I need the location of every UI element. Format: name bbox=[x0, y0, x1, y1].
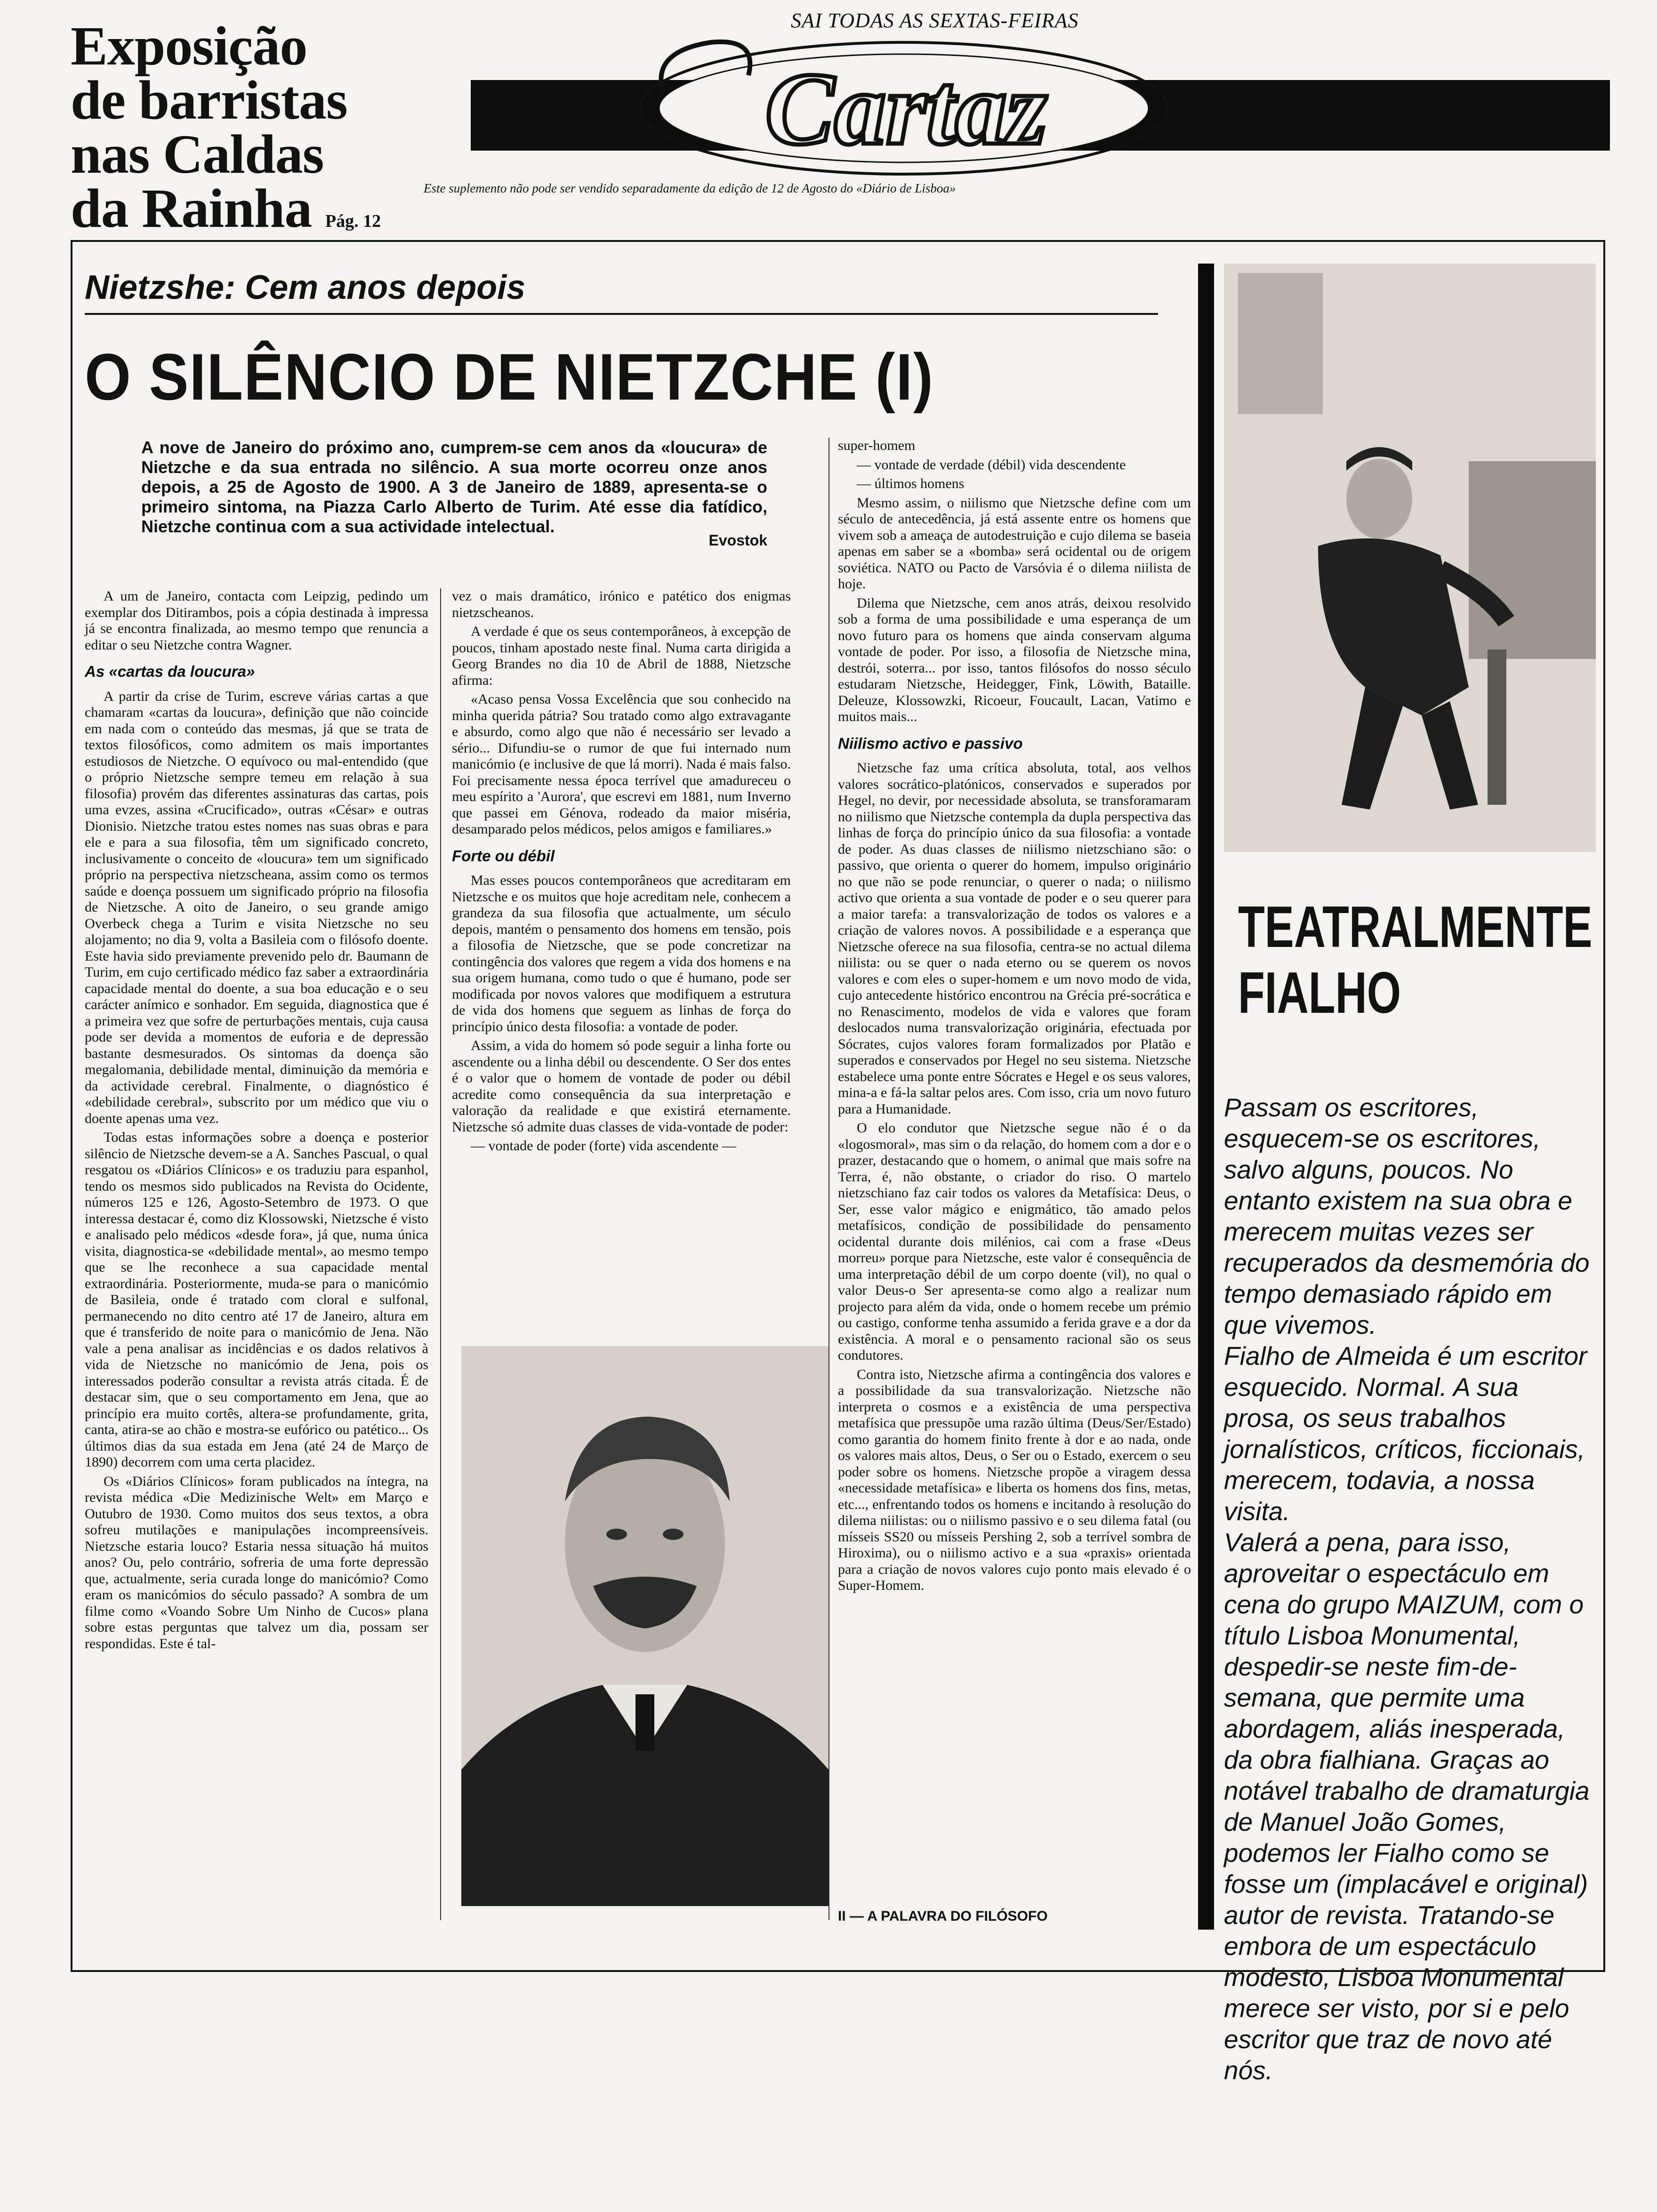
frame-top-rule bbox=[71, 240, 1605, 242]
paragraph: «Acaso pensa Vossa Excelência que sou conhecido na minha querida pátria? Sou tratado como algo extravagante e absurdo, como algo que não é necessário ser levado a sério... Difundiu-se o rumor de que fui internado num manicómio (e inclusive de que lá morri). Nada é mais falso. Foi precisamente nessa época terrível que amadureceu o meu espírito a 'Aurora', que escrevi em 1881, num Inverno que passei em Génova, rodeado da maior miséria, desamparado pelos médicos, pelos amigos e familiares.» bbox=[452, 691, 791, 837]
portrait-art bbox=[461, 1346, 828, 1906]
frame-right-rule bbox=[1603, 240, 1605, 1972]
sidebar-black-rule bbox=[1198, 264, 1214, 1930]
nietzsche-portrait bbox=[461, 1346, 828, 1906]
article-lead: A nove de Janeiro do próximo ano, cumprem-se cem anos da «loucura» de Nietzche e da sua entrada no silêncio. A sua morte ocorreu onze anos depois, a 25 de Agosto de 1900. A 3 de Janeiro de 1889, apresenta-se o primeiro sintoma, na Piazza Carlo Alberto de Turim. Até esse dia fatídico, Nietzche continua com a sua actividade intelectual. bbox=[141, 438, 767, 536]
paragraph: A partir da crise de Turim, escreve várias cartas a que chamaram «cartas da loucura», definição que não coincide em nada com o conteúdo das mesmas, já que se trata de textos filosóficos, como admitem os mais importantes estudiosos de Nietzche. O equívoco ou mal-entendido (que o próprio Nietzsche sempre temeu em relação à sua filosofia) provém das diferentes assinaturas das cartas, pois uma evzes, assina «Crucificado», outras «César» e outras Dionisio. Nietzche tratou estes nomes nas suas obras e para ele e para a sua filosofia, têm um significado concreto, inclusivamente o conceito de «loucura» tem um significado próprio na perspectiva nietzscheana, assim como os termos saúde e doença possuem um significado próprio na filosofia de Nietzsche. A oito de Janeiro, o seu grande amigo Overbeck chega a Turim e visita Nietzsche no seu alojamento; no dia 9, volta a Basileia com o filósofo doente. Este havia sido previamente prevenido pelo dr. Baumann de Turim, em cujo certificado médico faz saber a extraordinária capacidade mental do doente, a sua boa educação e o seu carácter anímico e sonhador. Em seguida, diagnostica que é a primeira vez que sofre de perturbações mentais, cuja causa pode ser devida a momentos de euforia e de depressão bastante desmesurados. Os sintomas da doença são megalomania, debilidade mental, diminuição da memória e da actividade cerebral. Finalmente, o diagnóstico é «debilidade cerebral», subscrito por um médico que viu o doente apenas uma vez. bbox=[85, 688, 428, 1126]
paragraph: — vontade de poder (forte) vida ascendente — bbox=[471, 1138, 736, 1154]
paragraph: A um de Janeiro, contacta com Leipzig, pedindo um exemplar dos Ditirambos, pois a cópia destinada à impressa já se encontra finalizada, ao mesmo tempo que renuncia a editar o seu Nietzche contra Wagner. bbox=[85, 588, 428, 653]
promo-box bbox=[71, 15, 381, 248]
promo-line: Exposição bbox=[71, 15, 307, 77]
paragraph: Nietzsche faz uma crítica absoluta, total, aos velhos valores socrático-platónicos, conservados e superados por Hegel, no devir, por necessidade absoluta, se transforamaram no niilismo que Nietzsche contempla da dupla perspectiva das linhas de força do princípio único da sua filosofia: a vontade de poder. As duas classes de niilismo nietzschiano são: o passivo, que orienta o querer do homem, impulso originário no que não se pode renunciar, o querer o nada; o niilismo activo que orienta a sua vontade de poder e o seu querer para a maior tarefa: a transvalorização de todos os valores e a criação de valores novos. A possibilidade e a esperança que Nietzsche oferece na sua filosofia, centra-se no actual dilema niilista: ou se quer o nada eterno ou se querem os novos valores e com eles o super-homem e um novo modo de vida, cujo antecedente histórico encontrou na Grécia pré-socrática e no Renascimento, modelos de vida e valores que foram deslocados numa transvalorização originária, efectuada por Sócrates, cujos valores foram formalizados por Platão e superados e conservados por Hegel no seu sistema. Nietzsche estabelece uma ponte entre Sócrates e Hegel e os seus valores, mina-a e fá-la saltar pelos ares. Com isso, cria um novo futuro para a Humanidade. bbox=[838, 760, 1191, 1117]
article-byline: Evostok bbox=[708, 532, 767, 549]
column-3 bbox=[838, 438, 1191, 1597]
column-1 bbox=[85, 588, 428, 1655]
cartaz-logo bbox=[635, 24, 1177, 179]
paragraph: Mesmo assim, o niilismo que Nietzsche define com um século de antecedência, já está assente entre os homens que vivem sob a ameaça de autodestruição e cujo dilema se baseia apenas em saber se a «bomba» será ocidental ou de origem soviética. NATO ou Pacto de Varsóvia é o dilema niilista de hoje. bbox=[838, 495, 1191, 592]
sidebar-title-line: FIALHO bbox=[1238, 961, 1401, 1026]
subhead: As «cartas da loucura» bbox=[85, 663, 255, 680]
paragraph: A verdade é que os seus contemporâneos, à excepção de poucos, tinham apostado neste final. Numa carta dirigida a Georg Brandes no dia 10 de Abril de 1888, Nietzsche afirma: bbox=[452, 624, 791, 688]
paragraph: Dilema que Nietzsche, cem anos atrás, deixou resolvido sob a forma de uma possibilidade e uma esperança de um novo futuro para os homens que ainda conservam alguma vontade de poder. Por isso, a filosofia de Nietzsche mina, destrói, soterra... por isso, tantos filósofos do nosso século estudaram Nietzsche, Heidegger, Fink, Löwith, Bataille. Deleuze, Klossowzki, Ricoeur, Foucault, Lacan, Vatimo e muitos mais... bbox=[838, 595, 1191, 724]
article-kicker: Nietzshe: Cem anos depois bbox=[85, 269, 526, 306]
line: — últimos homens bbox=[857, 476, 965, 491]
sidebar-title-line: TEATRALMENTE bbox=[1238, 895, 1593, 960]
line: — vontade de verdade (débil) vida descendente bbox=[857, 457, 1126, 473]
paragraph: Assim, a vida do homem só pode seguir a linha forte ou ascendente ou a linha débil ou descendente. O Ser dos entes é o valor que o homem de vontade de poder ou débil acredite como consequência da sua interpretação e valoração da realidade e que existirá eternamente. Nietzsche só admite duas classes de vida-vontade de poder: bbox=[452, 1038, 791, 1135]
column-2 bbox=[452, 588, 791, 1157]
subhead: Forte ou débil bbox=[452, 847, 555, 865]
sidebar-paragraph: Fialho de Almeida é um escritor esquecido. Normal. A sua prosa, os seus trabalhos jornalísticos, críticos, ficcionais, merecem, todavia, a nossa visita. bbox=[1224, 1341, 1587, 1526]
line: super-homem bbox=[838, 438, 916, 453]
promo-line: nas Caldas bbox=[71, 123, 324, 185]
tagline: SAI TODAS AS SEXTAS-FEIRAS bbox=[791, 9, 1079, 32]
fialho-photo-art bbox=[1224, 264, 1596, 852]
paragraph: O elo condutor que Nietzsche segue não é o da «logosmoral», mas sim o da relação, do homem com a dor e o prazer, destacando que o homem, o animal que mais sofre na Terra, é, não obstante, o criador do riso. O martelo nietzschiano faz cair todos os valores da Metafísica: Deus, o Ser, esse valor mágico e enigmático, tão amado pelos metafísicos, condição de possibilidade do pensamento ocidental durante dois milénios, cai com a frase «Deus morreu» porque para Nietzsche, este valor é consequência de uma interpretação débil de um corpo doente (vil), no qual o valor Deus-o Ser apresenta-se como algo a realizar num projecto para além da vida, onde o homem recebe um prémio ou castigo, conforme tenha assumido a ferida grave e a dor da existência. A moral e o pensamento racional são os seus condutores. bbox=[838, 1120, 1191, 1363]
sidebar-body bbox=[1224, 1092, 1591, 2086]
article-headline: O SILÊNCIO DE NIETZCHE (I) bbox=[85, 340, 934, 414]
cartaz-logo-art bbox=[635, 24, 1177, 179]
sidebar-paragraph: Valerá a pena, para isso, aproveitar o espectáculo em cena do grupo MAIZUM, com o título Lisboa Monumental, despedir-se neste fim-de-semana, que permite uma abordagem, aliás inesperada, da obra fialhiana. Graças ao notável trabalho de dramaturgia de Manuel João Gomes, podemos ler Fialho como se fosse um (implacável e original) autor de revista. Tratando-se embora de um espectáculo modesto, Lisboa Monumental merece ser visto, por si e pelo escritor que traz de novo até nós. bbox=[1224, 1528, 1590, 2085]
paragraph: Todas estas informações sobre a doença e posterior silêncio de Nietzsche devem-se a A. Sanches Pascual, o qual resgatou os «Diários Clínicos» e os traduziu para espanhol, tendo os mesmos sido publicados na Revista do Ocidente, números 125 e 126, Agosto-Setembro de 1973. O que interessa destacar é, como diz Klossowski, Nietzsche é visto e analisado pelo médicos «desde fora», já que, numa única visita, diagnostica-se «debilidade mental», ao mesmo tempo que se lhe reconhece a sua capacidade mental extraordinária. Posteriormente, muda-se para o manicómio de Basileia, onde é tratado com cloral e sulfonal, permanecendo no dito centro até 17 de Janeiro, altura em que é transferido de noite para o manicómio de Jena. Não vale a pena analisar as incidências e os dados relativos à vida de Nietzsche no manicómio de Jena, pois os interessados poderão consultar a revista atrás citada. É de destacar sim, que o seu comportamento em Jena, que ao princípio era muito cortês, altera-se profundamente, grita, canta, atira-se ao chão e mostra-se eufórico ou patético... Os últimos dias da sua estada em Jena (até 24 de Março de 1890) decorrem com uma certa placidez. bbox=[85, 1130, 428, 1470]
sidebar-title bbox=[1238, 894, 1593, 1026]
promo-line: de barristas bbox=[71, 69, 347, 131]
paragraph: Mas esses poucos contemporâneos que acreditaram em Nietzsche e os muitos que hoje acreditam nele, conhecem a grandeza da sua filosofia que actualmente, um século depois, mantém o pensamento dos homens em tensão, pois a filosofia de Nietzsche, que se pode concretizar na contingência dos valores que regem a vida dos homens e na sua origem humana, como tudo o que é humano, pode ser modificada por novos valores que modifiquem a estrutura de vida dos homens que seguem as linhas de força do princípio único desta filosofia: a vontade de poder. bbox=[452, 873, 791, 1034]
paragraph: vez o mais dramático, irónico e patético dos enigmas nietzscheanos. bbox=[452, 588, 791, 620]
sidebar-paragraph: Passam os escritores, esquecem-se os escritores, salvo alguns, poucos. No entanto existem na sua obra e merecem muitas vezes ser recuperados da desmemória do tempo demasiado rápido em que vivemos. bbox=[1224, 1093, 1590, 1339]
paragraph: Contra isto, Nietzsche afirma a contingência dos valores e a possibilidade da sua transvalorização. Nietzsche não interpreta o cosmos e a existência de uma perspectiva metafísica que pressupõe uma razão última (Deus/Ser/Estado) como garantia do homem finito frente à dor e ao nada, onde os valores mais altos, Deus, o Ser ou o Estado, exercem o seu poder sobre os homens. Nietzsche propõe a viragem dessa «necessidade metafísica» e liberta os homens dos fins, metas, etc..., enfrentando todos os homens e incitando à resolução do dilema niilistas: ou o niilismo passivo e o seu dilema fatal (ou mísseis SS20 ou mísseis Pershing 2, sob a terrível sombra de Hiroxima), ou o niilismo activo e a sua «praxis» orientada para a criação de novos valores cujo ponto mais elevado é o Super-Homem. bbox=[838, 1366, 1191, 1593]
series-footer: II — A PALAVRA DO FILÓSOFO bbox=[838, 1908, 1048, 1924]
logo-text: Cartaz bbox=[765, 51, 1047, 166]
sale-notice: Este suplemento não pode ser vendido separadamente da edição de 12 de Agosto do «Diário de Lisboa» bbox=[424, 181, 956, 195]
fialho-photo bbox=[1224, 264, 1596, 852]
paragraph: Os «Diários Clínicos» foram publicados na íntegra, na revista médica «Die Medizinische Welt» em Março e Outubro de 1930. Como muitos dos seus textos, a obra sofreu mutilações e manipulações incompreensíveis. Nietzsche estaria louco? Estaria nessa situação há muitos anos? Ou, pelo contrário, sofreria de uma forte depressão que, actualmente, seria curada longe do manicómio? Como eram os manicómios do século passado? A sombra de um filme como «Voando Sobre Um Ninho de Cucos» plana sobre estas perguntas que talvez um dia, possam ser respondidas. Este é tal- bbox=[85, 1473, 428, 1651]
subhead: Niilismo activo e passivo bbox=[838, 734, 1023, 752]
frame-left-rule bbox=[71, 240, 72, 1972]
kicker-rule bbox=[85, 313, 1158, 315]
promo-page: Pág. 12 bbox=[325, 211, 381, 231]
column-rule bbox=[440, 588, 441, 1920]
promo-line: da Rainha bbox=[71, 177, 312, 239]
column-rule bbox=[828, 438, 829, 1920]
